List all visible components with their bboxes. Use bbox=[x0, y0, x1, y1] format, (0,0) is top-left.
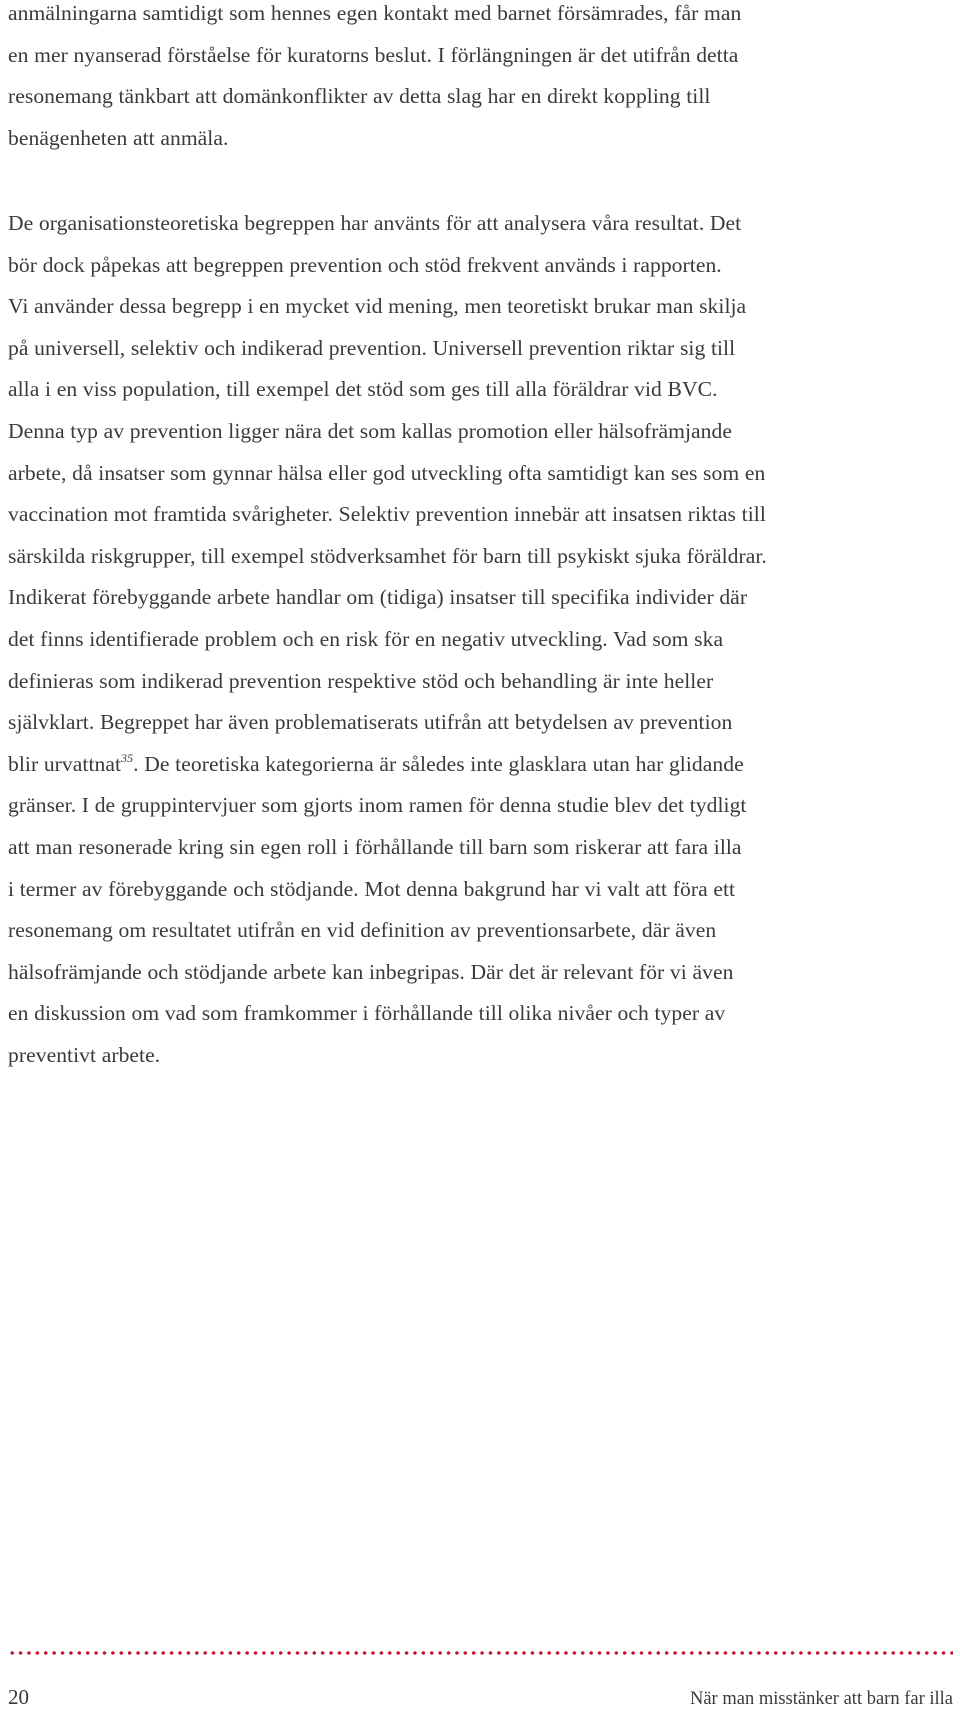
text-line: det finns identifierade problem och en risk för en negativ utveckling. Vad som ska bbox=[8, 626, 724, 651]
text-line: bör dock påpekas att begreppen prevention och stöd frekvent används i rapporten. bbox=[8, 252, 722, 277]
paragraph-prevention-concepts bbox=[8, 203, 953, 1076]
text-line-with-footnote bbox=[8, 744, 953, 786]
text-fragment: . De teoretiska kategorierna är således inte glasklara utan har glidande bbox=[133, 751, 744, 776]
text-line: på universell, selektiv och indikerad prevention. Universell prevention riktar sig till bbox=[8, 335, 736, 360]
text-line: självklart. Begreppet har även problematiserats utifrån att betydelsen av prevention bbox=[8, 710, 733, 735]
text-line: hälsofrämjande och stödjande arbete kan inbegripas. Där det är relevant för vi även bbox=[8, 959, 734, 984]
text-line: arbete, då insatser som gynnar hälsa eller god utveckling ofta samtidigt kan ses som en bbox=[8, 460, 766, 485]
text-line: De organisationsteoretiska begreppen har använts för att analysera våra resultat. Det bbox=[8, 211, 742, 235]
text-line: vaccination mot framtida svårigheter. Selektiv prevention innebär att insatsen riktas till bbox=[8, 502, 766, 527]
paragraph-domain-conflicts bbox=[8, 0, 928, 159]
text-line: en diskussion om vad som framkommer i förhållande till olika nivåer och typer av bbox=[8, 1001, 726, 1026]
text-line: särskilda riskgrupper, till exempel stödverksamhet för barn till psykiskt sjuka föräldrar. bbox=[8, 543, 767, 568]
text-line: i termer av förebyggande och stödjande. Mot denna bakgrund har vi valt att föra ett bbox=[8, 876, 736, 901]
text-line: gränser. I de gruppintervjuer som gjorts inom ramen för denna studie blev det tydligt bbox=[8, 793, 747, 818]
text-line: en mer nyanserad förståelse för kuratorns beslut. I förlängningen är det utifrån detta bbox=[8, 42, 739, 67]
running-title: När man misstänker att barn far illa bbox=[689, 1689, 953, 1709]
footnote-reference[interactable]: 35 bbox=[121, 750, 134, 765]
text-line: benägenheten att anmäla. bbox=[8, 125, 229, 150]
page-number: 20 bbox=[8, 1685, 29, 1709]
text-line: resonemang tänkbart att domänkonflikter av detta slag har en direkt koppling till bbox=[8, 84, 711, 109]
text-line: preventivt arbete. bbox=[8, 1042, 161, 1067]
text-line: Denna typ av prevention ligger nära det som kallas promotion eller hälsofrämjande bbox=[8, 418, 733, 443]
text-line: att man resonerade kring sin egen roll i förhållande till barn som riskerar att fara illa bbox=[8, 834, 742, 859]
footer-dotted-rule bbox=[8, 1650, 953, 1656]
text-line: alla i en viss population, till exempel det stöd som ges till alla föräldrar vid BVC. bbox=[8, 377, 718, 402]
text-line: anmälningarna samtidigt som hennes egen kontakt med barnet försämrades, får man bbox=[8, 1, 742, 25]
text-fragment: blir urvattnat bbox=[8, 751, 122, 776]
text-line: Vi använder dessa begrepp i en mycket vid mening, men teoretiskt brukar man skilja bbox=[8, 294, 747, 319]
text-line: definieras som indikerad prevention respektive stöd och behandling är inte heller bbox=[8, 668, 714, 693]
text-line: Indikerat förebyggande arbete handlar om (tidiga) insatser till specifika individer där bbox=[8, 585, 748, 610]
text-line: resonemang om resultatet utifrån en vid definition av preventionsarbete, där även bbox=[8, 918, 717, 943]
